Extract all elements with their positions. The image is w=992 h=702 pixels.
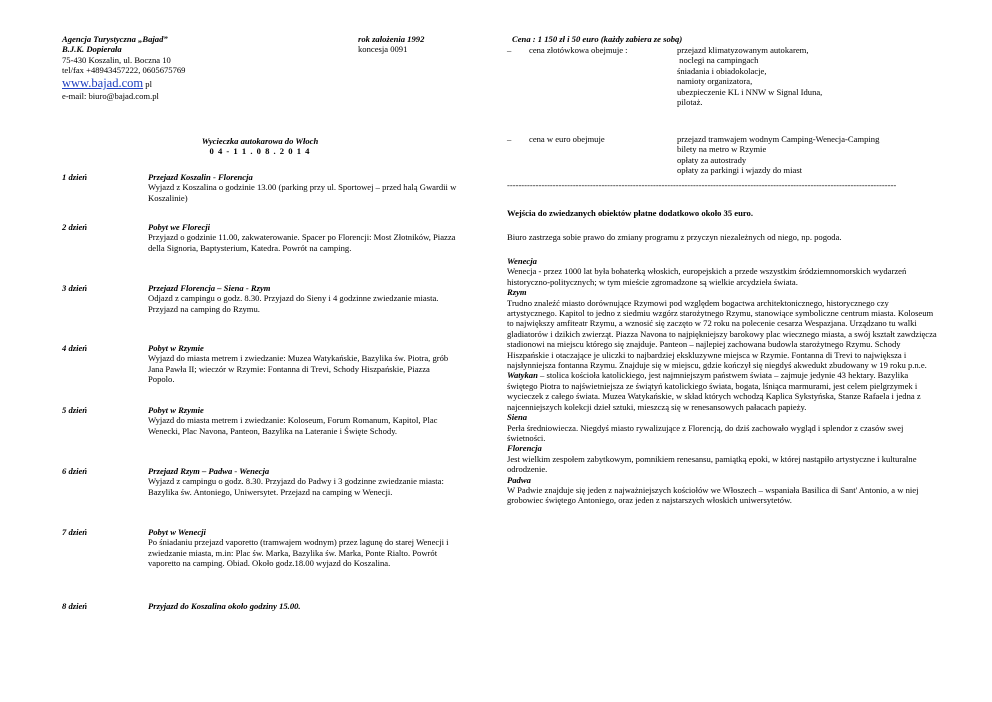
- day-description: Wyjazd do miasta metrem i zwiedzanie: Koloseum, Forum Romanum, Kapitol, Plac Wenecki, Plac Navona, Panteon, Bazylika na Lateranie i Święte Schody.: [148, 415, 438, 436]
- agency-owner: B.J.K. Dopierała: [62, 44, 122, 55]
- list-item: opłaty za autostrady: [677, 154, 747, 165]
- day-title: Przejazd Koszalin - Florencja: [148, 172, 253, 182]
- attraction-text: Perła średniowiecza. Niegdyś miasto rywalizujące z Florencją, do dziś zachowało wygląd i splendor z czasów swej świetności.: [507, 422, 904, 443]
- day-description: Przyjazd o godzinie 11.00, zakwaterowanie. Spacer po Florencji: Most Złotników, Piazza della Signoria, Baptysterium, Katedra. Powrót na camping.: [148, 232, 456, 253]
- agency-address: 75-430 Koszalin, ul. Boczna 10: [62, 54, 171, 65]
- dash: –: [507, 134, 512, 144]
- day-label: 4 dzień: [62, 343, 88, 353]
- day-item: [148, 405, 458, 436]
- eur-cost-row: [507, 134, 947, 184]
- attraction-text: – stolica kościoła katolickiego, jest najmniejszym państwem świata – zajmuje jedynie 43 hektary. Bazylika świętego Piotra to najświetniejsza ze świątyń katolickiego świata, bogata, lśniąca marmurami, jest celem pielgrzymek i wycieczek z całego świata. Muzea Watykańskie, w skład których wchodzą Kaplica Sykstyńska, Stanze Rafaela i jedna z najcenniejszych kolekcji dzieł sztuki, mieszczą się w renesansowych pałacach papieży.: [507, 370, 921, 412]
- day-item: [148, 527, 458, 569]
- agency-phone: tel/fax +48943457222, 0605675769: [62, 65, 186, 76]
- entries-note: Wejścia do zwiedzanych obiektów płatne dodatkowo około 35 euro.: [507, 208, 753, 218]
- attraction-text: W Padwie znajduje się jeden z najważniejszych kościołów we Włoszech – wspaniała Basilica di Sant' Antonio, a w niej grobowiec świętego Antoniego, oraz jeden z najstarszych włoskich uniwersytetów.: [507, 484, 919, 506]
- agency-email: e-mail: biuro@bajad.com.pl: [62, 90, 159, 101]
- day-title: Pobyt w Rzymie: [148, 343, 204, 353]
- list-item: przejazd klimatyzowanym autokarem,: [677, 45, 809, 55]
- list-item: noclegi na campingach: [677, 55, 759, 66]
- day-description: Po śniadaniu przejazd vaporetto (tramwajem wodnym) przez lagunę do starej Wenecji i zwiedzanie miasta, m.in: Plac św. Marka, Bazylika św. Marka, Ponte Rialto. Powrót vaporetto na camping. Obiad. Około godz.18.00 wyjazd do Koszalina.: [148, 537, 449, 569]
- dash: –: [507, 45, 512, 55]
- price-header: Cena : 1 150 zł i 50 euro (każdy zabiera ze sobą): [512, 34, 683, 44]
- list-item: przejazd tramwajem wodnym Camping-Wenecja-Camping: [677, 134, 880, 144]
- attraction-text: Trudno znaleźć miasto dorównujące Rzymowi pod względem bogactwa architektonicznego, historycznego czy artystycznego. Kapitol to jedno z siedmiu wzgórz starożytnego Rzymu, stanowiące symboliczne centrum miasta. Koloseum to największy amfiteatr Rzymu, a wznosić się zaczęto w 72 roku na polecenie cesarza Wespazjana. Urządzano tu walki gladiatorów i dzikich zwierząt. Piazza Navona to najpiękniejszy barokowy plac wiecznego miasta, a swój kształt zawdzięcza stadionowi na miejscu którego się znajduje. Panteon – najlepiej zachowana budowla starożytnego Rzymu. Schody Hiszpańskie i otaczające je uliczki to najbardziej ekskluzywne miejsca w Rzymie. Fontanna di Trevi to największa i najsłynniejsza fontanna Rzymu. Znajduje się w miejscu, gdzie kończył się niegdyś akwedukt zbudowany w 19 roku p.n.e.: [507, 297, 937, 371]
- attractions-section: [507, 256, 939, 506]
- day-label: 3 dzień: [62, 283, 88, 293]
- separator-line: ----------------------------------------------------------------------------------------------------------------------------------------: [507, 180, 897, 190]
- trip-title: Wycieczka autokarowa do Włoch: [201, 136, 319, 146]
- day-title: Przejazd Rzym – Padwa - Wenecja: [148, 466, 270, 476]
- day-label: 6 dzień: [62, 466, 88, 476]
- founded-year: rok założenia 1992: [358, 34, 425, 44]
- day-title: Pobyt we Florecji: [148, 222, 211, 232]
- list-item: ubezpieczenie KL i NNW w Signal Iduna,: [677, 86, 823, 97]
- attraction-name: Siena: [507, 412, 528, 423]
- attraction-text: Wenecja - przez 1000 lat była bohaterką włoskich, europejskich a przede wszystkim śródziemnomorskich wydarzeń historyczno-politycznych; w tym mieście zgromadzone są wielkie arcydzieła świata.: [507, 266, 907, 287]
- day-label: 1 dzień: [62, 172, 88, 182]
- website-link[interactable]: www.bajad.com: [62, 75, 144, 90]
- day-item: [148, 466, 458, 497]
- day-item: [148, 172, 458, 203]
- attraction-name: Rzym: [507, 287, 527, 298]
- list-item: namioty organizatora,: [677, 76, 753, 87]
- day-item: [148, 601, 458, 611]
- day-item: [148, 222, 458, 253]
- eur-cost-label: cena w euro obejmuje: [529, 134, 605, 144]
- founded-block: [358, 34, 424, 55]
- day-description: Wyjazd do miasta metrem i zwiedzanie: Muzea Watykańskie, Bazylika św. Piotra, grób Jana Pawła II; wieczór w Rzymie: Fontanna di Trevi, Schody Hiszpańskie, Piazza Popolo.: [148, 353, 449, 385]
- trip-dates: 0 4 - 1 1 . 0 8 . 2 0 1 4: [209, 146, 311, 157]
- pln-cost-label: cena złotówkowa obejmuje :: [529, 45, 628, 55]
- website-suffix: pl: [143, 78, 152, 89]
- day-title: Pobyt w Wenecji: [148, 527, 206, 537]
- day-item: [148, 343, 458, 385]
- day-label: 5 dzień: [62, 405, 88, 415]
- program-change-note: Biuro zastrzega sobie prawo do zmiany programu z przyczyn niezależnych od niego, np. pogoda.: [507, 232, 842, 242]
- license-number: koncesja 0091: [358, 44, 408, 55]
- list-item: opłaty za parkingi i wjazdy do miast: [677, 165, 803, 176]
- agency-block: [62, 34, 185, 101]
- agency-website-line: [62, 76, 185, 91]
- day-title: Przejazd Florencja – Siena - Rzym: [148, 283, 271, 293]
- agency-name: Agencja Turystyczna „Bajad”: [62, 34, 168, 44]
- day-title: Pobyt w Rzymie: [148, 405, 204, 415]
- trip-title-block: [62, 136, 458, 157]
- list-item: pilotaż.: [677, 97, 703, 108]
- pln-cost-items: [677, 45, 947, 107]
- attraction-name: Florencja: [507, 443, 542, 454]
- list-item: bilety na metro w Rzymie: [677, 144, 767, 155]
- day-description: Wyjazd z campingu o godz. 8.30. Przyjazd do Padwy i 3 godzinne zwiedzanie miasta: Bazylika św. Antoniego, Uniwersytet. Przejazd na camping w Wenecji.: [148, 476, 444, 497]
- attraction-text: Jest wielkim zespołem zabytkowym, pomnikiem renesansu, pamiątką epoki, w której nastąpiło artystyczne i kulturalne odrodzenie.: [507, 453, 917, 475]
- day-item: [148, 283, 458, 314]
- list-item: śniadania i obiadokolacje,: [677, 65, 767, 76]
- eur-cost-items: [677, 134, 947, 176]
- attraction-name: Watykan: [507, 370, 538, 381]
- day-title: Przyjazd do Koszalina około godziny 15.00.: [148, 601, 301, 611]
- day-description: Wyjazd z Koszalina o godzinie 13.00 (parking przy ul. Sportowej – przed halą Gwardii w Koszalinie): [148, 182, 457, 203]
- attraction-name: Wenecja: [507, 256, 537, 266]
- day-label: 8 dzień: [62, 601, 88, 611]
- pln-cost-row: [507, 45, 947, 125]
- attraction-name: Padwa: [507, 474, 531, 485]
- day-label: 7 dzień: [62, 527, 88, 537]
- day-label: 2 dzień: [62, 222, 88, 232]
- day-description: Odjazd z campingu o godz. 8.30. Przyjazd do Sieny i 4 godzinne zwiedzanie miasta. Przyjazd na camping do Rzymu.: [148, 293, 439, 314]
